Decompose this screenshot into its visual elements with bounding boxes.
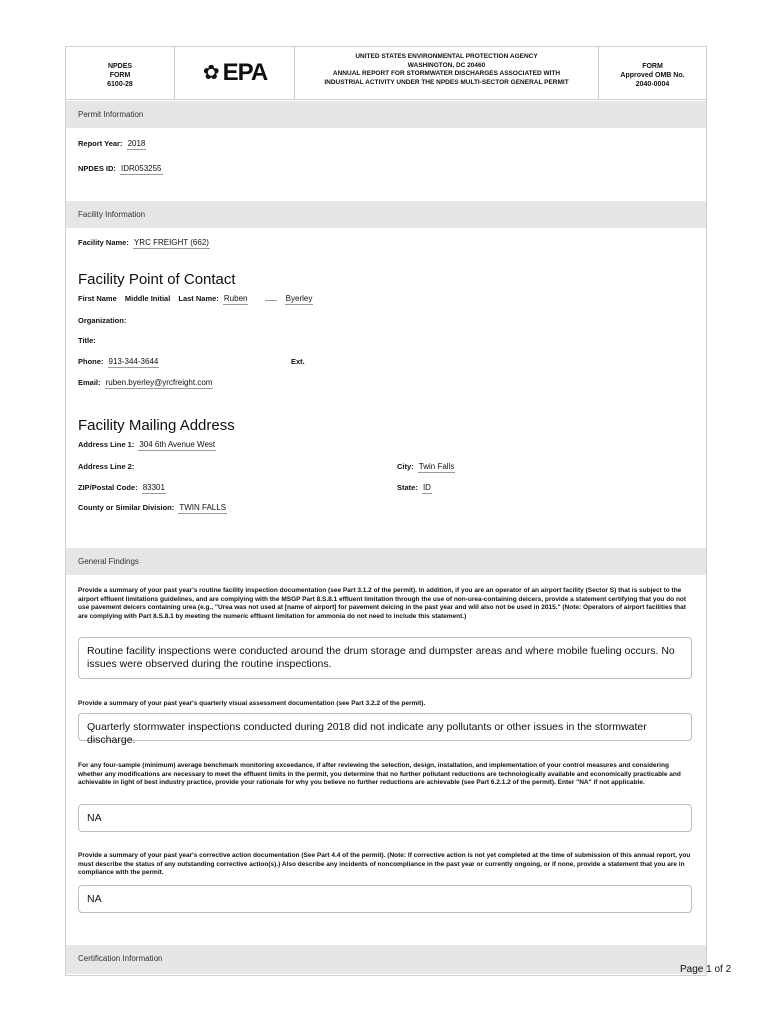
first-name-value: Ruben xyxy=(223,294,248,303)
phone-label: Phone: xyxy=(78,357,104,366)
npdes-id-label: NPDES ID: xyxy=(78,164,116,173)
report-year-row xyxy=(78,139,146,148)
phone-value: 913-344-3644 xyxy=(108,357,159,366)
county-label: County or Similar Division: xyxy=(78,503,175,512)
phone-row xyxy=(78,357,159,366)
epa-logo-text: EPA xyxy=(222,59,268,86)
city-row xyxy=(397,462,455,471)
report-year-value: 2018 xyxy=(127,139,146,148)
facility-name-row xyxy=(78,238,210,247)
npdes-id-row xyxy=(78,164,163,173)
middle-initial-value xyxy=(265,299,277,301)
address-line1-row xyxy=(78,440,216,449)
last-name-value: Byerley xyxy=(285,294,313,303)
contact-heading: Facility Point of Contact xyxy=(78,271,236,288)
omb-block xyxy=(598,47,706,99)
epa-logo xyxy=(174,47,295,99)
question-benchmark-exceedance: For any four-sample (minimum) average benchmark monitoring exceedance, if after reviewing the selection, design, installation, and implementation of your control measures and considering whether any modifications are necessary to meet the effluent limits in the permit, you determine that no further pollutant reductions are technologically available and economically practicable and achievable in light of best industry practice, provide your rationale for why you believe no further reductions are achievable (see Part 6.2.1.2 of the permit). Enter "NA" if not applicable. xyxy=(78,762,681,787)
epa-seal-icon: ✿ xyxy=(202,62,220,84)
omb-line: FORM xyxy=(642,63,663,70)
ext-label: Ext. xyxy=(291,357,305,366)
section-certification-information: Certification Information xyxy=(66,945,706,974)
answer-benchmark-exceedance[interactable]: NA xyxy=(78,804,692,832)
report-form xyxy=(65,46,707,976)
section-general-findings: General Findings xyxy=(66,548,706,575)
answer-corrective-action[interactable]: NA xyxy=(78,885,692,913)
zip-label: ZIP/Postal Code: xyxy=(78,483,138,492)
first-name-label: First Name xyxy=(78,294,117,303)
answer-visual-assessment[interactable]: Quarterly stormwater inspections conducted during 2018 did not indicate any pollutants or other issues in the stormwater discharge. xyxy=(78,713,692,741)
agency-title-block xyxy=(294,47,598,99)
form-header xyxy=(66,47,706,100)
agency-title-line: WASHINGTON, DC 20460 xyxy=(407,61,486,69)
organization-label: Organization: xyxy=(78,316,127,325)
title-label: Title: xyxy=(78,336,96,345)
middle-initial-label: Middle Initial xyxy=(124,294,171,303)
city-value: Twin Falls xyxy=(418,462,455,471)
omb-line: 2040-0004 xyxy=(635,81,670,88)
report-year-label: Report Year: xyxy=(78,139,123,148)
form-number-line: FORM xyxy=(109,72,131,79)
agency-title-line: UNITED STATES ENVIRONMENTAL PROTECTION AGENCY xyxy=(355,53,538,60)
section-facility-information: Facility Information xyxy=(66,201,706,228)
last-name-label: Last Name: xyxy=(178,294,219,303)
address-line2-label: Address Line 2: xyxy=(78,462,135,471)
section-permit-information: Permit Information xyxy=(66,101,706,128)
agency-title-line: ANNUAL REPORT FOR STORMWATER DISCHARGES ASSOCIATED WITH xyxy=(332,70,561,77)
county-row xyxy=(78,503,227,512)
facility-name-label: Facility Name: xyxy=(78,238,129,247)
form-number-block xyxy=(66,47,174,99)
state-label: State: xyxy=(397,483,418,492)
mailing-heading: Facility Mailing Address xyxy=(78,417,235,434)
zip-row xyxy=(78,483,166,492)
question-visual-assessment: Provide a summary of your past year's quarterly visual assessment documentation (see Part 3.2.2 of the permit). xyxy=(78,700,426,707)
npdes-id-value: IDR053255 xyxy=(121,164,162,173)
contact-name-row xyxy=(78,294,313,303)
zip-value: 83301 xyxy=(142,483,165,492)
form-number-line: 6100-28 xyxy=(107,81,133,88)
facility-name-value: YRC FREIGHT (662) xyxy=(133,238,209,247)
answer-routine-inspection[interactable]: Routine facility inspections were conducted around the drum storage and dumpster areas and where mobile fueling occurs. No issues were observed during the routine inspections. xyxy=(78,637,692,679)
state-value: ID xyxy=(422,483,431,492)
email-value: ruben.byerley@yrcfreight.com xyxy=(105,378,213,387)
question-corrective-action: Provide a summary of your past year's corrective action documentation (See Part 4.4 of the permit). (Note: If corrective action is not yet completed at the time of submission of this annual report, you must describe the status of any outstanding corrective action(s).) Also describe any incidents of noncompliance in the past year or currently ongoing, or if none, provide a statement that you are in compliance with the permit. xyxy=(78,852,691,877)
omb-line: Approved OMB No. xyxy=(620,72,685,79)
question-routine-inspection: Provide a summary of your past year's routine facility inspection documentation (see Part 3.1.2 of the permit). In addition, if you are an operator of an airport facility (Sector S) that is subject to the airport effluent limitations guidelines, and are complying with the MSGP Part 8.S.8.1 effluent limitation through the use of non-urea-containing deicers, provide a statement certifying that you do not use pavement deicers containing urea (e.g., "Urea was not used at [name of airport] for pavement deicing in the past year and will also not be used in 2015." (Note: Operators of airport facilities that are complying with Part 8.S.8.1 by meeting the numeric effluent limitation for ammonia do not need to include this statement.) xyxy=(78,587,687,620)
address-line1-label: Address Line 1: xyxy=(78,440,135,449)
state-row xyxy=(397,483,432,492)
form-number-line: NPDES xyxy=(107,63,133,70)
page-number: Page 1 of 2 xyxy=(680,964,732,975)
city-label: City: xyxy=(397,462,414,471)
county-value: TWIN FALLS xyxy=(179,503,227,512)
agency-title-line: INDUSTRIAL ACTIVITY UNDER THE NPDES MULTI-SECTOR GENERAL PERMIT xyxy=(324,78,569,86)
address-line1-value: 304 6th Avenue West xyxy=(139,440,216,449)
email-row xyxy=(78,378,213,387)
email-label: Email: xyxy=(78,378,101,387)
